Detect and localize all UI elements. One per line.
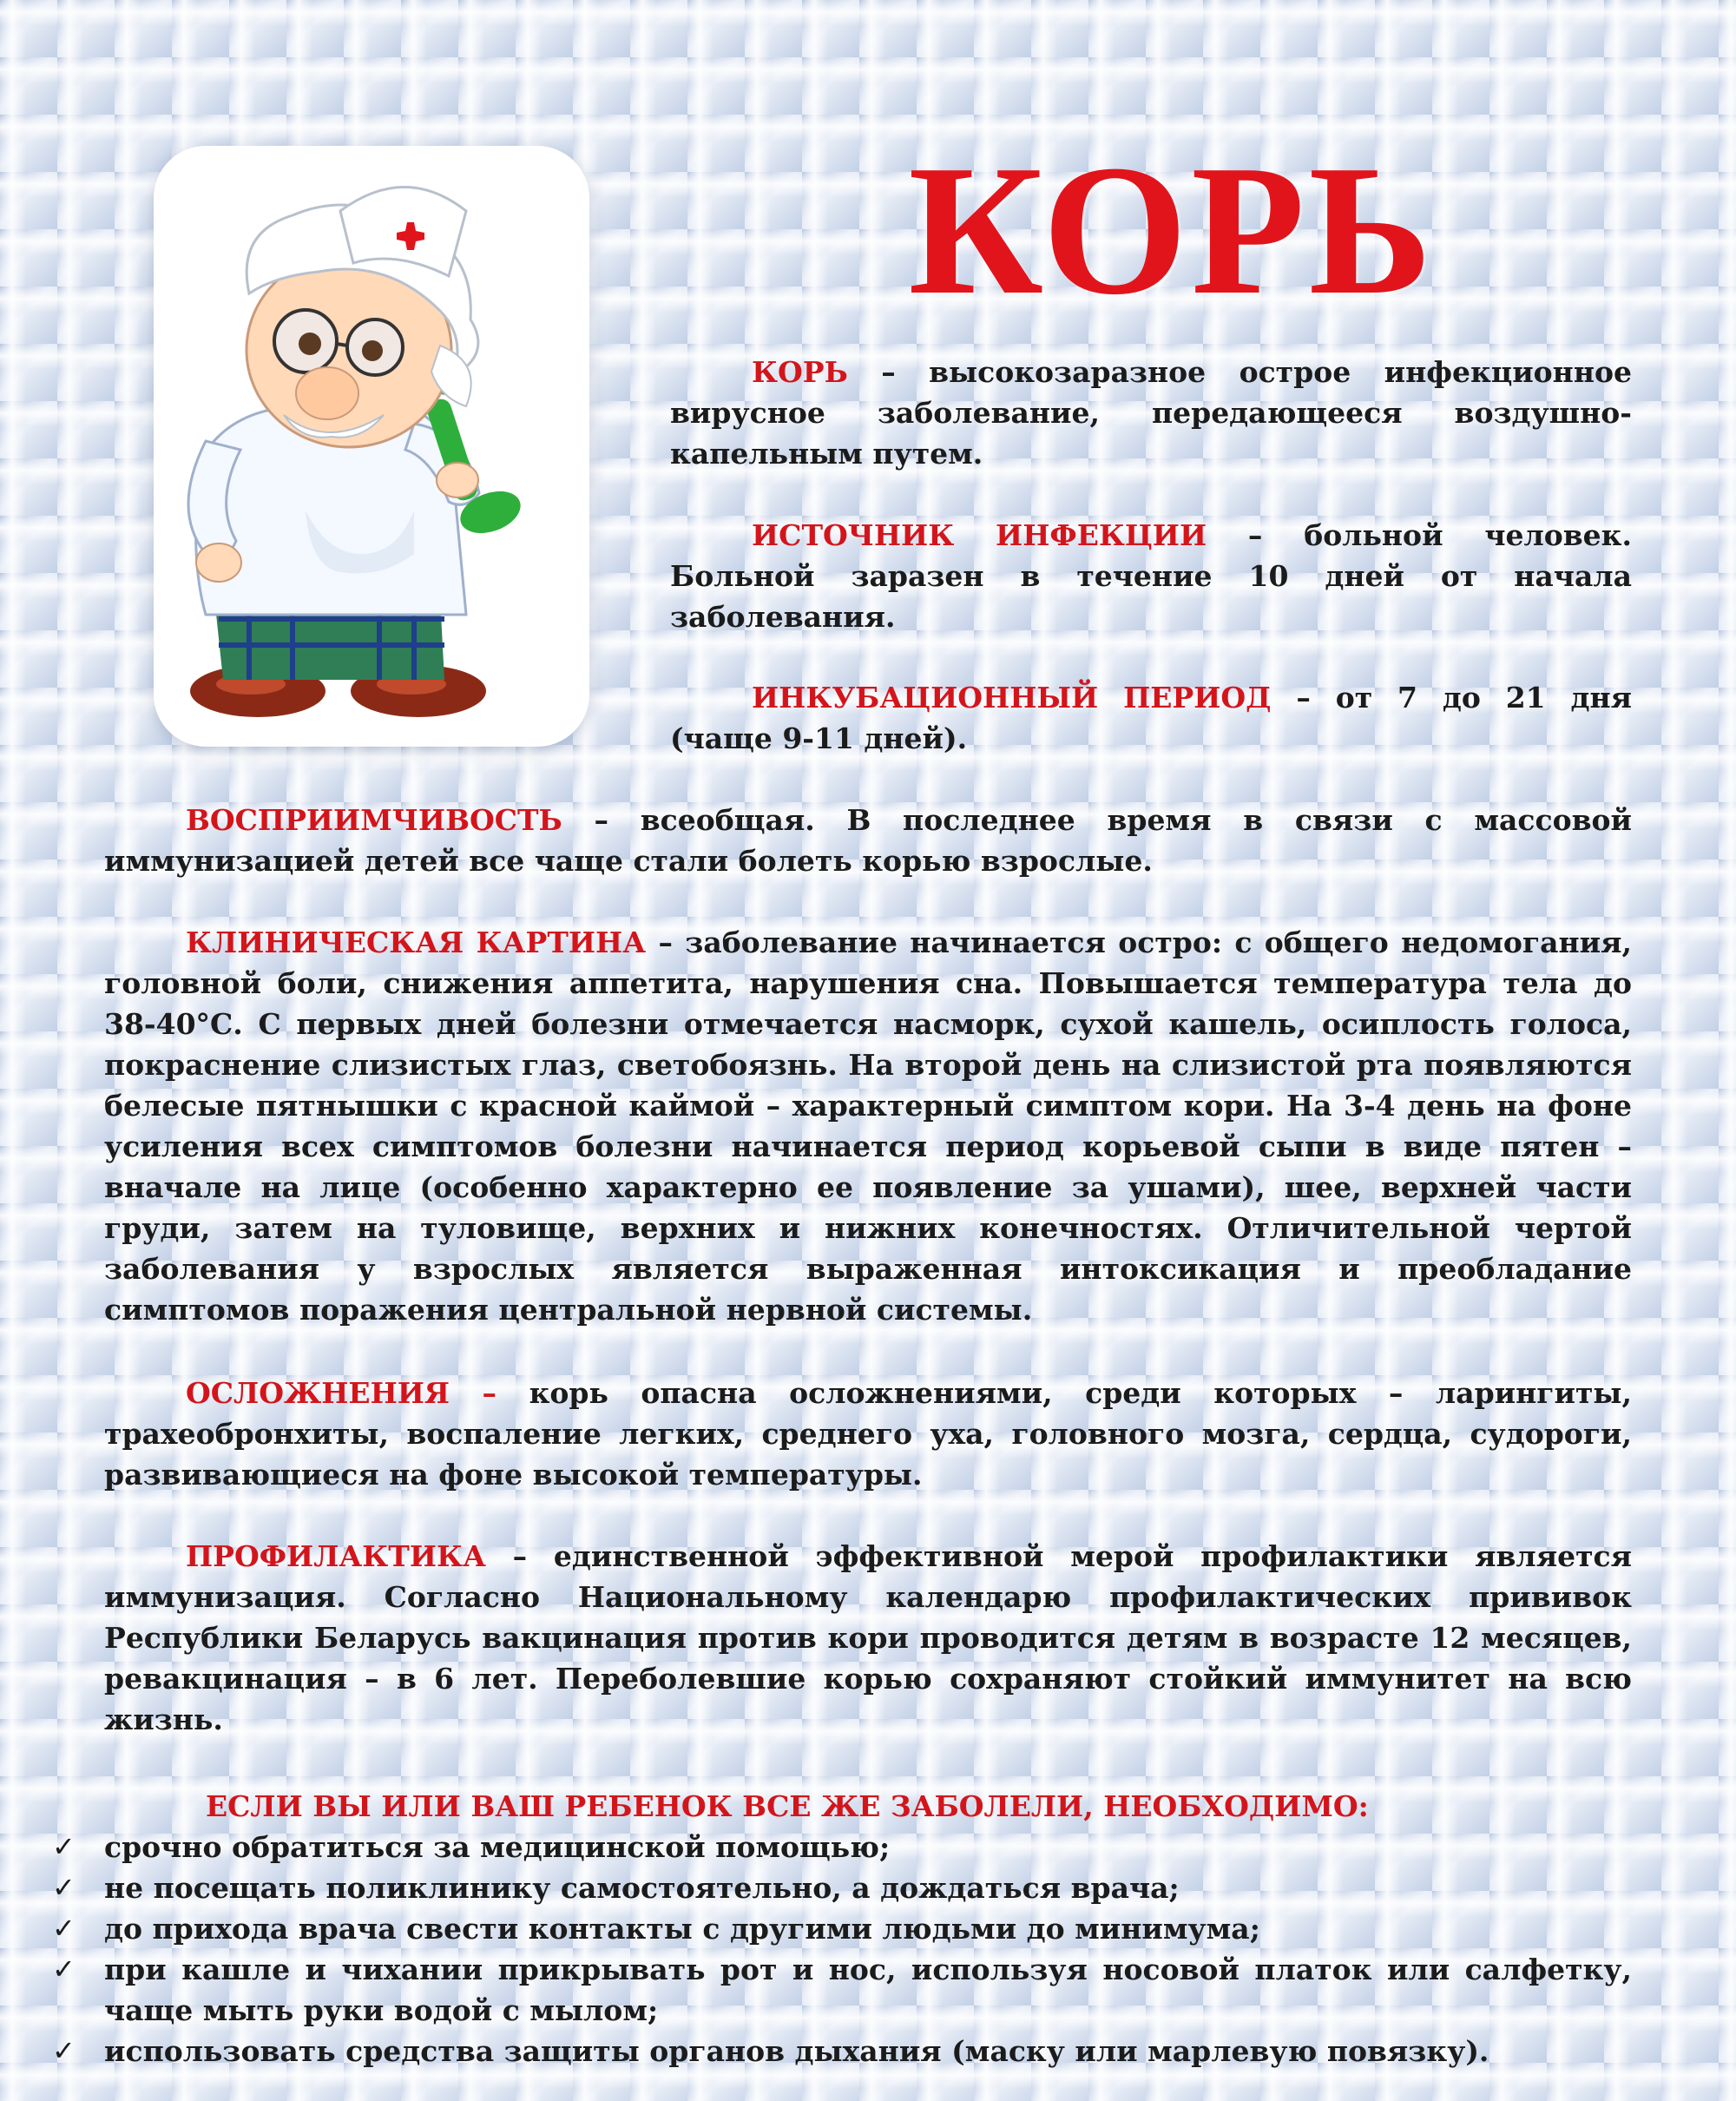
- term-complications: ОСЛОЖНЕНИЯ –: [186, 1376, 497, 1410]
- paragraph-incubation: [670, 677, 1632, 759]
- paragraph-infection-source: [670, 515, 1632, 637]
- paragraph-text: – заболевание начинается остро: с общего недомогания, головной боли, снижения аппетита, нарушения сна. Повышается температура тела до 38-40°С. С первых дней болезни отмечается насморк, сухой кашель, осиплость голоса, покраснение слизистых глаз, светобоязнь. На второй день на слизистой рта появляются белесые пятнышки с красной каймой – характерный симптом кори. На 3-4 день на фоне усиления всех симптомов болезни начинается период корьевой сыпи в виде пятен – вначале на лице (особенно характерно ее появление за ушами), шее, верхней части груди, затем на туловище, верхних и нижних конечностях. Отличительной чертой заболевания у взрослых является выраженная интоксикация и преобладание симптомов поражения центральной нервной системы.: [104, 925, 1632, 1327]
- paragraph-susceptibility: [104, 800, 1632, 881]
- paragraph-text: – высокозаразное острое инфекционное вирусное заболевание, передающееся воздушно-капельным путем.: [670, 355, 1632, 471]
- page-title: КОРЬ: [908, 126, 1436, 333]
- list-item-text: срочно обратиться за медицинской помощью;: [104, 1830, 891, 1864]
- term-definition: КОРЬ: [752, 355, 848, 389]
- term-prevention: ПРОФИЛАКТИКА: [186, 1539, 486, 1573]
- term-clinical-picture: КЛИНИЧЕСКАЯ КАРТИНА: [186, 925, 647, 959]
- list-item: [52, 2031, 1632, 2071]
- list-item: [52, 1949, 1632, 2031]
- list-item-text: до прихода врача свести контакты с другими людьми до минимума;: [104, 1912, 1260, 1946]
- list-item: [52, 1827, 1632, 1867]
- advice-list: [52, 1827, 1632, 2071]
- paragraph-text: – больной человек. Больной заразен в течение 10 дней от начала заболевания.: [670, 518, 1632, 634]
- term-susceptibility: ВОСПРИИМЧИВОСТЬ: [186, 803, 562, 837]
- paragraph-text: – единственной эффективной мерой профилактики является иммунизация. Согласно Национальному календарю профилактических прививок Республики Беларусь вакцинация против кори проводится детям в возрасте 12 месяцев, ревакцинация – в 6 лет. Переболевшие корью сохраняют стойкий иммунитет на всю жизнь.: [104, 1539, 1632, 1736]
- paragraph-text: – от 7 до 21 дня (чаще 9-11 дней).: [670, 681, 1632, 755]
- paragraph-complications: [104, 1373, 1632, 1495]
- paragraph-text: – всеобщая. В последнее время в связи с массовой иммунизацией детей все чаще стали болеть корью взрослые.: [104, 803, 1632, 878]
- checkmark-icon: ✓: [52, 1912, 76, 1945]
- advice-heading: ЕСЛИ ВЫ ИЛИ ВАШ РЕБЕНОК ВСЕ ЖЕ ЗАБОЛЕЛИ, НЕОБХОДИМО:: [206, 1789, 1369, 1823]
- list-item-text: использовать средства защиты органов дыхания (маску или марлевую повязку).: [104, 2034, 1489, 2068]
- checkmark-icon: ✓: [52, 1953, 76, 1986]
- checkmark-icon: ✓: [52, 1871, 76, 1904]
- list-item-text: при кашле и чихании прикрывать рот и нос, используя носовой платок или салфетку, чаще мыть руки водой с мылом;: [104, 1953, 1632, 2027]
- paragraph-clinical-picture: [104, 922, 1632, 1330]
- list-item: [52, 1908, 1632, 1949]
- term-incubation: ИНКУБАЦИОННЫЙ ПЕРИОД: [752, 681, 1272, 715]
- list-item: [52, 1867, 1632, 1908]
- checkmark-icon: ✓: [52, 1830, 76, 1863]
- list-item-text: не посещать поликлинику самостоятельно, а дождаться врача;: [104, 1871, 1180, 1905]
- doctor-mascot-illustration: [154, 146, 589, 747]
- doctor-mascot-card: [154, 146, 589, 747]
- term-infection-source: ИСТОЧНИК ИНФЕКЦИИ: [752, 518, 1207, 552]
- checkmark-icon: ✓: [52, 2034, 76, 2067]
- paragraph-definition: [670, 352, 1632, 474]
- paragraph-prevention: [104, 1536, 1632, 1740]
- paragraph-text: корь опасна осложнениями, среди которых – ларингиты, трахеобронхиты, воспаление легких, среднего уха, головного мозга, сердца, судороги, развивающиеся на фоне высокой температуры.: [104, 1376, 1632, 1492]
